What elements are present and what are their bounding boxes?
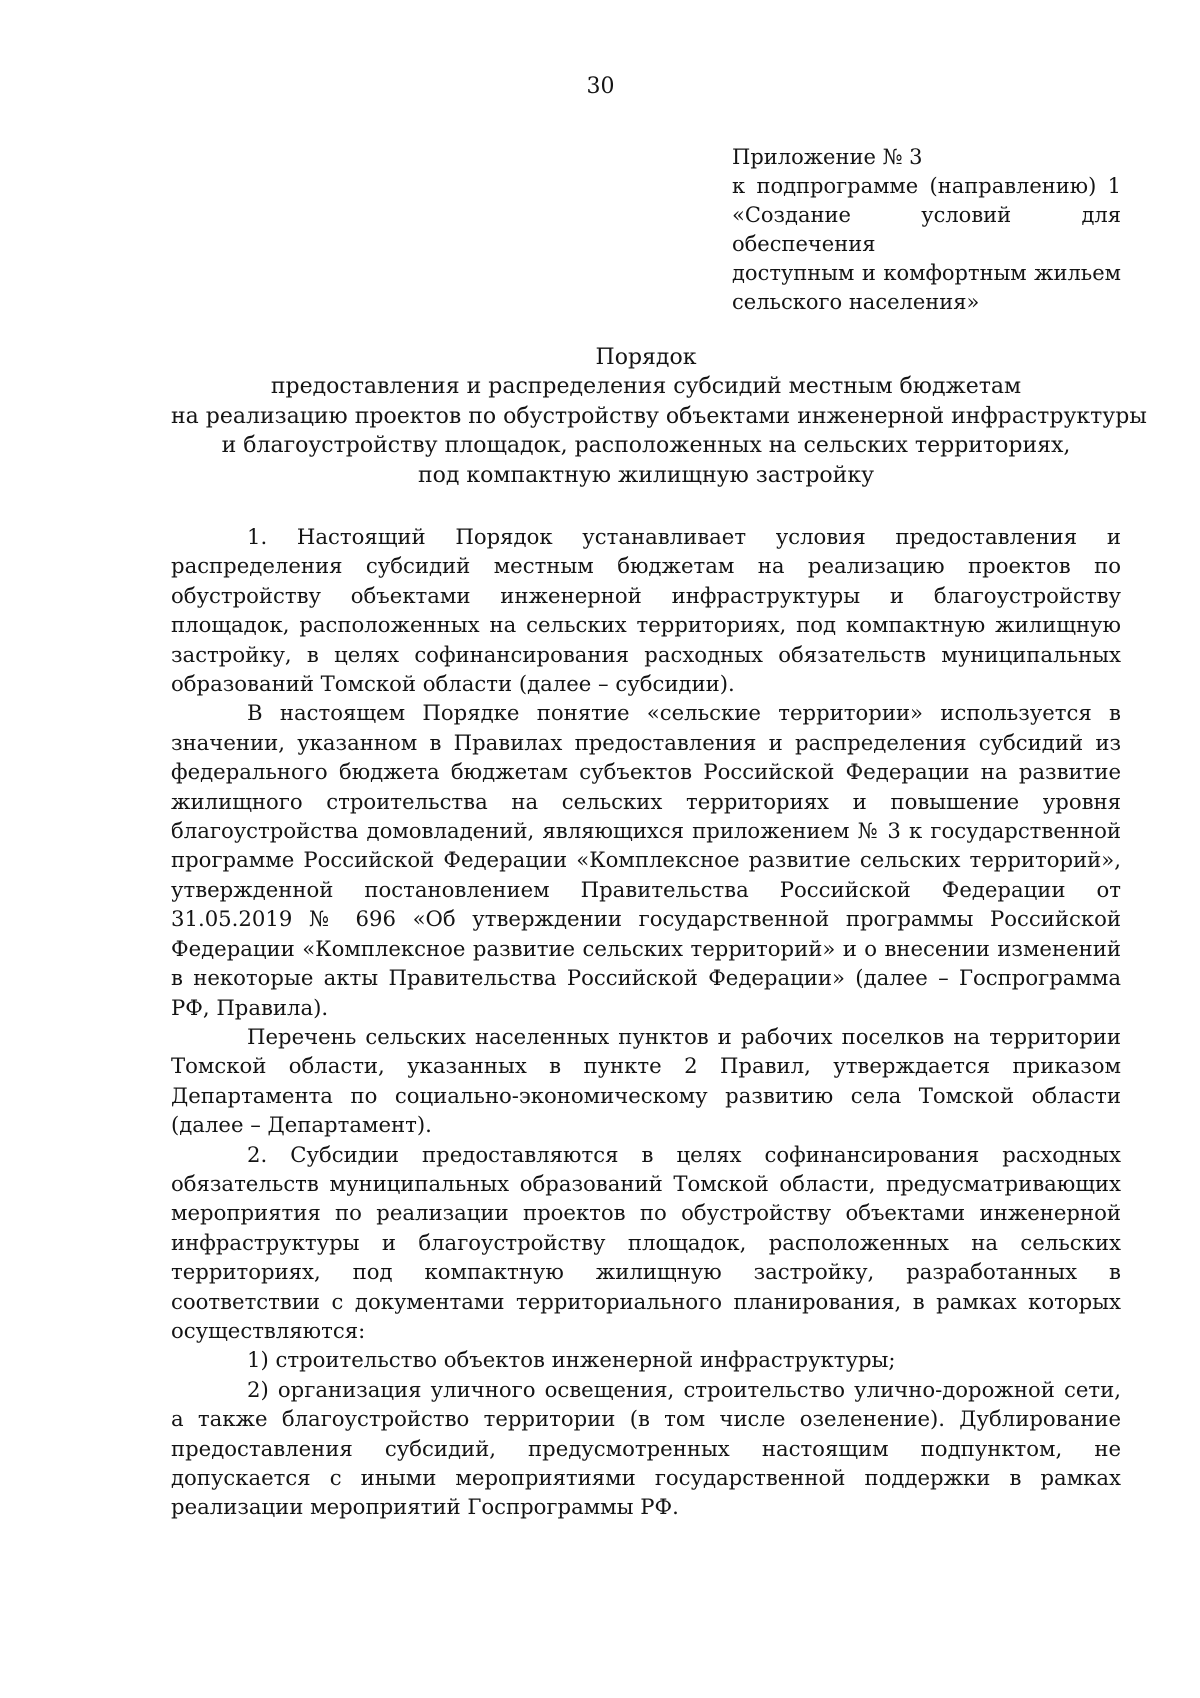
appendix-header [732,143,1121,317]
paragraph-2: В настоящем Порядке понятие «сельские территории» используется в значении, указанном в Правилах предоставления и распределения субсидий из федерального бюджета бюджетам субъектов Российской Федерации на развитие жилищного строительства на сельских территориях и повышение уровня благоустройства домовладений, являющихся приложением № 3 к государственной программе Российской Федерации «Комплексное развитие сельских территорий», утвержденной постановлением Правительства Российской Федерации от 31.05.2019 № 696 «Об утверждении государственной программы Российской Федерации «Комплексное развитие сельских территорий» и о внесении изменений в некоторые акты Правительства Российской Федерации» (далее – Госпрограмма РФ, Правила). [171,700,1121,1020]
page-number: 30 [586,74,615,99]
paragraph-1: 1. Настоящий Порядок устанавливает условия предоставления и распределения субсидий местным бюджетам на реализацию проектов по обустройству объектами инженерной инфраструктуры и благоустройству площадок, расположенных на сельских территориях, под компактную жилищную застройку, в целях софинансирования расходных обязательств муниципальных образований Томской области (далее – субсидии). [171,524,1121,697]
appendix-line-5: сельского населения» [732,290,980,314]
paragraph-3: Перечень сельских населенных пунктов и рабочих поселков на территории Томской области, указанных в пункте 2 Правил, утверждается приказом Департамента по социально-экономическому развитию села Томской области (далее – Департамент). [171,1023,1121,1138]
appendix-line-1: Приложение № 3 [732,145,923,169]
document-title [171,343,1147,490]
appendix-line-4: доступным и комфортным жильем [732,261,1121,285]
title-line-1: предоставления и распределения субсидий местным бюджетам [270,374,1022,400]
title-line-2: на реализацию проектов по обустройству объектами инженерной инфраструктуры [171,403,1147,429]
document-body [171,522,1121,1522]
appendix-line-2: к подпрограмме (направлению) 1 [732,174,1121,198]
paragraph-5: 1) строительство объектов инженерной инфраструктуры; [247,1347,896,1373]
title-line-4: под компактную жилищную застройку [417,462,875,488]
paragraph-4: 2. Субсидии предоставляются в целях софинансирования расходных обязательств муниципальных образований Томской области, предусматривающих мероприятия по реализации проектов по обустройству объектами инженерной инфраструктуры и благоустройству площадок, расположенных на сельских территориях, под компактную жилищную застройку, разработанных в соответствии с документами территориального планирования, в рамках которых осуществляются: [171,1141,1121,1343]
paragraph-6: 2) организация уличного освещения, строительство улично-дорожной сети, а также благоустройство территории (в том числе озеленение). Дублирование предоставления субсидий, предусмотренных настоящим подпунктом, не допускается с иными мероприятиями государственной поддержки в рамках реализации мероприятий Госпрограммы РФ. [171,1376,1121,1520]
appendix-line-3: «Создание условий для обеспечения [732,203,1121,256]
title-heading: Порядок [595,345,697,370]
title-line-3: и благоустройству площадок, расположенных на сельских территориях, [221,433,1071,459]
